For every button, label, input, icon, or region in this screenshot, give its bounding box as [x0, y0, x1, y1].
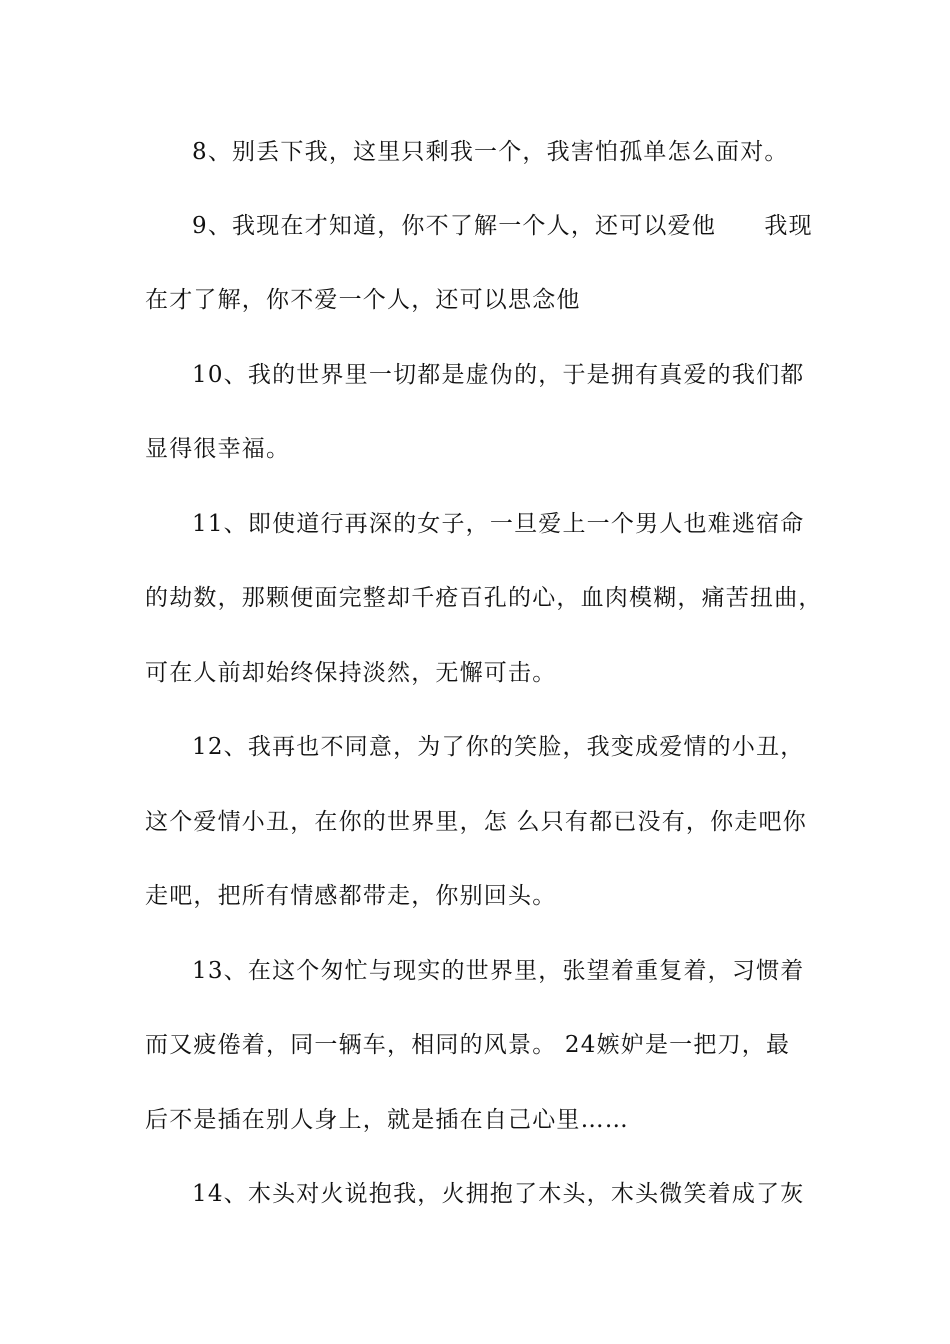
paragraph-12-line-2: 这个爱情小丑，在你的世界里，怎 么只有都已没有，你走吧你	[145, 809, 807, 835]
paragraph-11-line-1: 11、即使道行再深的女子，一旦爱上一个男人也难逃宿命	[192, 511, 805, 537]
paragraph-8-line-1: 8、别丢下我，这里只剩我一个，我害怕孤单怎么面对。	[192, 139, 789, 165]
paragraph-12-line-1: 12、我再也不同意，为了你的笑脸，我变成爱情的小丑，	[192, 734, 805, 760]
paragraph-14-line-1: 14、木头对火说抱我，火拥抱了木头，木头微笑着成了灰	[192, 1181, 805, 1207]
paragraph-10-line-1: 10、我的世界里一切都是虚伪的，于是拥有真爱的我们都	[192, 362, 805, 388]
paragraph-11-line-2: 的劫数，那颗便面完整却千疮百孔的心，血肉模糊，痛苦扭曲，	[145, 585, 823, 611]
paragraph-13-line-2: 而又疲倦着，同一辆车，相同的风景。 24嫉妒是一把刀，最	[145, 1032, 791, 1058]
paragraph-11-line-3: 可在人前却始终保持淡然，无懈可击。	[145, 660, 557, 686]
paragraph-9-line-1: 9、我现在才知道，你不了解一个人，还可以爱他 我现	[192, 213, 813, 239]
paragraph-12-line-3: 走吧，把所有情感都带走，你别回头。	[145, 883, 557, 909]
paragraph-9-line-2: 在才了解，你不爱一个人，还可以思念他	[145, 287, 581, 313]
paragraph-10-line-2: 显得很幸福。	[145, 436, 291, 462]
paragraph-13-line-3: 后不是插在别人身上，就是插在自己心里……	[145, 1107, 629, 1133]
paragraph-13-line-1: 13、在这个匆忙与现实的世界里，张望着重复着，习惯着	[192, 958, 805, 984]
